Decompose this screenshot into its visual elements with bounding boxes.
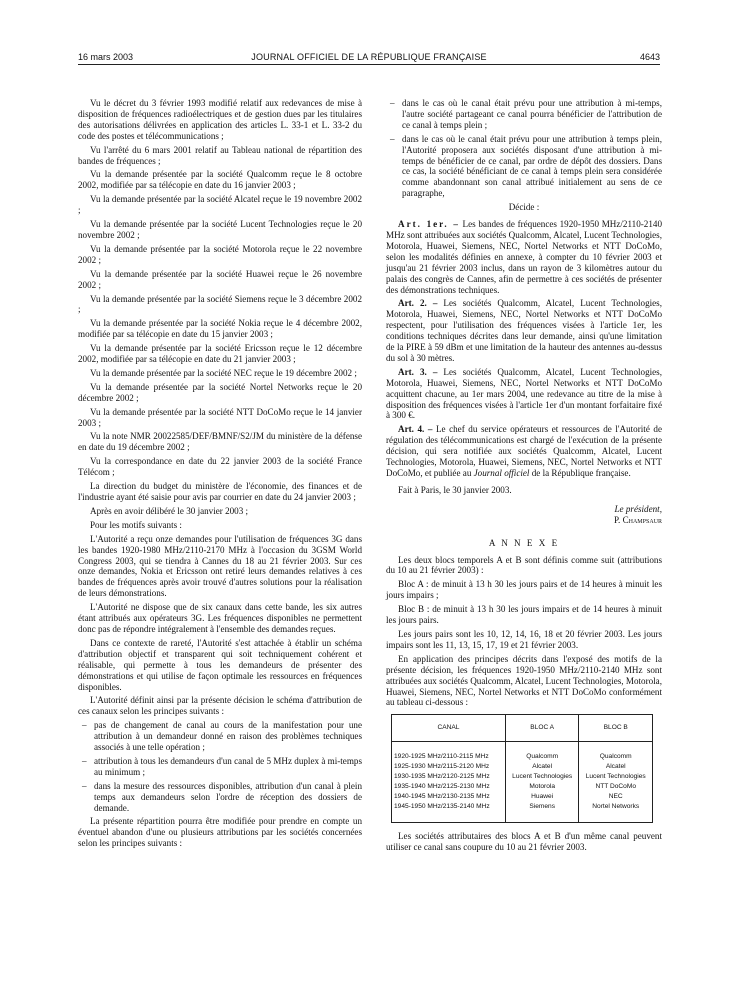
bloc-a-cell: Lucent Technologies — [505, 772, 579, 782]
annexe-paragraph: Bloc A : de minuit à 13 h 30 les jours pairs et de 14 heures à minuit les jours impairs ; — [386, 579, 662, 601]
table-header-row — [392, 715, 653, 742]
channel-cell: 1935-1940 MHz/2125-2130 MHz — [392, 782, 506, 792]
right-column — [386, 98, 662, 856]
article-label: Art. 4. – — [398, 424, 433, 435]
article-label: Art. 2. – — [398, 298, 438, 309]
annexe-paragraph: Les jours pairs sont les 10, 12, 14, 16, 18 et 20 février 2003. Les jours impairs sont les 11, 13, 15, 17, 19 et 21 février 2003. — [386, 628, 662, 650]
body-paragraph: La présente répartition pourra être modifiée pour prendre en compte un éventuel abandon d'une ou plusieurs attributions par les sociétés concernées selon les principes suivants : — [78, 816, 362, 849]
visa-paragraph: Vu la demande présentée par la société Huawei reçue le 26 novembre 2002 ; — [78, 268, 362, 290]
annexe-paragraph: Bloc B : de minuit à 13 h 30 les jours impairs et de 14 heures à minuit les jours pairs. — [386, 604, 662, 626]
article-text: Les sociétés Qualcomm, Alcatel, Lucent Technologies, Motorola, Huawei, Siemens, NEC, Nortel Networks et NTT DoCoMo acquittent chacune, au 1er mars 2004, une redevance au titre de la mise à disposition des fréquences visées à l'article 1er d'un montant forfaitaire fixé à 300 €. — [386, 366, 662, 421]
visa-paragraph: Vu la demande présentée par la société Nokia reçue le 4 décembre 2002, modifiée par sa télécopie en date du 15 janvier 2003 ; — [78, 318, 362, 340]
closing-paragraph: Les sociétés attributaires des blocs A et B d'un même canal peuvent utiliser ce canal sans coupure du 10 au 21 février 2003. — [386, 831, 662, 853]
article-4 — [386, 424, 662, 479]
annexe-paragraph: Les deux blocs temporels A et B sont définis comme suit (attributions du 10 au 21 février 2003) : — [386, 554, 662, 576]
visa-paragraph: Vu la demande présentée par la société NEC reçue le 19 décembre 2002 ; — [90, 367, 357, 378]
principle-item: – dans le cas où le canal était prévu pour une attribution à mi-temps, l'autre société partageant ce canal pourra bénéficier de l'attribution de ce canal à temps plein ; — [386, 98, 662, 131]
article-label: Art. 1er. – — [398, 219, 460, 230]
visa-paragraph: Vu la demande présentée par la société Siemens reçue le 3 décembre 2002 ; — [78, 293, 362, 315]
bloc-a-cell: Qualcomm — [505, 742, 579, 763]
principle-item: – dans le cas où le canal était prévu pour une attribution à temps plein, l'Autorité proposera aux sociétés disposant d'une attribution à mi-temps de bénéficier de ce canal, par ordre de dépôt des dossiers. Dans ce cas, la société bénéficiant de ce canal à temps plein sera considérée comme abandonnant son canal attribué initialement au sens de ce paragraphe, — [386, 134, 662, 199]
bloc-a-cell: Motorola — [505, 782, 579, 792]
body-paragraph: L'Autorité définit ainsi par la présente décision le schéma d'attribution de ces canaux selon les principes suivants : — [78, 695, 362, 717]
signature-title: Le président, — [614, 503, 662, 514]
channel-cell: 1930-1935 MHz/2120-2125 MHz — [392, 772, 506, 782]
bloc-b-cell: Qualcomm — [599, 753, 632, 761]
article-1 — [386, 219, 662, 295]
allocation-table — [391, 714, 653, 823]
body-paragraph: Dans ce contexte de rareté, l'Autorité s'est attachée à établir un schéma d'attribution objectif et transparent qui soit techniquement cohérent et réalisable, qui permette à tous les demandeurs de présenter des démonstrations et qui utilise de façon optimale les ressources en fréquences disponibles. — [78, 637, 362, 692]
journal-title: JOURNAL OFFICIEL DE LA RÉPUBLIQUE FRANÇAISE — [251, 52, 487, 62]
channel-cell: 1940-1945 MHz/2130-2135 MHz — [392, 792, 506, 802]
column-header: BLOC A — [505, 715, 579, 742]
visa-paragraph: Vu la demande présentée par la société Ericsson reçue le 12 décembre 2002, modifiée par sa télécopie en date du 21 janvier 2003 ; — [78, 343, 362, 365]
table-row — [392, 742, 653, 763]
header-date: 16 mars 2003 — [78, 52, 134, 62]
article-text: Les bandes de fréquences 1920-1950 MHz/2110-2140 MHz sont attribuées aux sociétés Qualcomm, Alcatel, Lucent Technologies, Motorola, Huawei, Siemens, NEC, Nortel Networks et NTT DoCoMo, selon les modalités définies en annexe, à compter du 10 février 2003 et jusqu'au 21 février 2003 inclus, dans un rayon de 3 kilomètres autour du palais des congrès de Cannes, afin de permettre à ces sociétés de présenter des démonstrations techniques. — [386, 219, 662, 295]
bloc-a-cell: Huawei — [505, 792, 579, 802]
article-2 — [386, 298, 662, 363]
bloc-b-cell: Alcatel — [605, 763, 626, 771]
principle-item: – dans la mesure des ressources disponibles, attribution d'un canal à plein temps aux demandeurs selon l'ordre de réception des dossiers de demande. — [78, 781, 362, 814]
visa-paragraph: Vu la note NMR 20022585/DEF/BMNF/S2/JM du ministère de la défense en date du 19 décembre 2002 ; — [78, 431, 362, 453]
visa-paragraph: Vu la demande présentée par la société Alcatel reçue le 19 novembre 2002 ; — [78, 194, 362, 216]
bloc-a-cell: Siemens — [505, 802, 579, 823]
body-paragraph: Après en avoir délibéré le 30 janvier 2003 ; — [90, 505, 249, 516]
body-paragraph: Pour les motifs suivants : — [90, 519, 182, 530]
visa-paragraph: Vu la demande présentée par la société Nortel Networks reçue le 20 décembre 2002 ; — [78, 381, 362, 403]
table-row — [392, 782, 653, 792]
body-paragraph: L'Autorité ne dispose que de six canaux dans cette bande, les six autres étant attribués aux opérateurs 3G. Les fréquences disponibles ne permettent donc pas de répondre intégralement à l'ensemble des demandes reçues. — [78, 602, 362, 634]
visa-paragraph: Vu la demande présentée par la société Lucent Technologies reçue le 20 novembre 2002 ; — [78, 219, 362, 240]
visa-paragraph: Vu le décret du 3 février 1993 modifié relatif aux redevances de mise à disposition de fréquences radioélectriques et de gestion dues par les titulaires des autorisations délivrées en application des articles L. 33-1 et L. 33-2 du code des postes et télécommunications ; — [78, 98, 362, 141]
page-number: 4643 — [639, 52, 660, 62]
channel-cell: 1920-1925 MHz/2110-2115 MHz — [392, 742, 506, 763]
visa-paragraph: Vu la demande présentée par la société Qualcomm reçue le 8 octobre 2002, modifiée par sa télécopie en date du 16 janvier 2003 ; — [78, 169, 362, 191]
journal-name: Journal officiel — [473, 468, 530, 478]
table-row — [392, 772, 653, 782]
table-row — [392, 802, 653, 823]
article-text: Le chef du service opérateurs et ressources de l'Autorité de régulation des télécommunications est chargé de l'exécution de la présente décision, qui sera notifiée aux sociétés Qualcomm, Alcatel, Lucent Technologies, Motorola, Huawei, Siemens, NEC, Nortel Networks et NTT DoCoMo, et publiée au — [386, 424, 662, 478]
principle-item: – attribution à tous les demandeurs d'un canal de 5 MHz duplex à mi-temps au minimum ; — [78, 756, 362, 778]
signature-name: P. Champsaur — [613, 514, 662, 525]
column-header: CANAL — [392, 715, 506, 742]
header-rule — [78, 64, 660, 65]
annexe-paragraph: En application des principes décrits dans l'exposé des motifs de la présente décision, les fréquences 1920-1950 MHz/2110-2140 MHz sont attribuées aux sociétés Qualcomm, Alcatel, Lucent Technologies, Motorola, Huawei, Siemens, NEC, Nortel Networks et NTT DoCoMo conformément au tableau ci-dessous : — [386, 653, 662, 708]
decide-heading: Décide : — [508, 202, 540, 213]
article-label: Art. 3. – — [398, 366, 438, 377]
article-text: Les sociétés Qualcomm, Alcatel, Lucent Technologies, Motorola, Huawei, Siemens, NEC, Nortel Networks et NTT DoCoMo respectent, pour l'utilisation des fréquences visées à l'article 1er, les conditions techniques décrites dans leur demande, ainsi qu'une limitation de la PIRE à 59 dBm et une limitation de la hauteur des antennes au-dessus du sol à 30 mètres. — [386, 298, 662, 363]
visa-paragraph: Vu la demande présentée par la société Motorola reçue le 22 novembre 2002 ; — [78, 243, 362, 265]
column-header: BLOC B — [579, 715, 653, 742]
body-paragraph: La direction du budget du ministère de l'économie, des finances et de l'industrie ayant été saisie pour avis par courrier en date du 24 janvier 2003 ; — [78, 481, 362, 502]
left-column — [78, 98, 362, 852]
bloc-b-cell: NTT DoCoMo — [595, 783, 636, 791]
channel-cell: 1925-1930 MHz/2115-2120 MHz — [392, 762, 506, 772]
body-paragraph: L'Autorité a reçu onze demandes pour l'utilisation de fréquences 3G dans les bandes 1920-1980 MHz/2110-2170 MHz à l'occasion du 3GSM World Congress 2003, qui se tiendra à Cannes du 18 au 21 février 2003. Sur ces onze demandes, Nokia et Ericsson ont retiré leurs demandes relatives à ces bandes de fréquences après avoir trouvé d'autres solutions pour la réalisation de leurs démonstrations. — [78, 533, 362, 599]
visa-paragraph: Vu l'arrêté du 6 mars 2001 relatif au Tableau national de répartition des bandes de fréquences ; — [78, 144, 362, 166]
channel-cell: 1945-1950 MHz/2135-2140 MHz — [392, 802, 506, 823]
bloc-b-cell: NEC — [608, 793, 623, 801]
annexe-title: A N N E X E — [488, 537, 560, 548]
visa-paragraph: Vu la correspondance en date du 22 janvier 2003 de la société France Télécom ; — [78, 456, 362, 478]
date-place: Fait à Paris, le 30 janvier 2003. — [398, 484, 512, 495]
visa-paragraph: Vu la demande présentée par la société NTT DoCoMo reçue le 14 janvier 2003 ; — [78, 406, 362, 428]
article-text: de la République française. — [529, 468, 631, 478]
principle-item: – pas de changement de canal au cours de la manifestation pour une attribution à un demandeur donné en raison des problèmes techniques associés à une telle opération ; — [78, 720, 362, 753]
article-3 — [386, 367, 662, 422]
bloc-b-cell: Lucent Technologies — [585, 773, 646, 781]
table-row — [392, 762, 653, 772]
bloc-a-cell: Alcatel — [505, 762, 579, 772]
bloc-b-cell: Nortel Networks — [592, 803, 640, 811]
table-row — [392, 792, 653, 802]
